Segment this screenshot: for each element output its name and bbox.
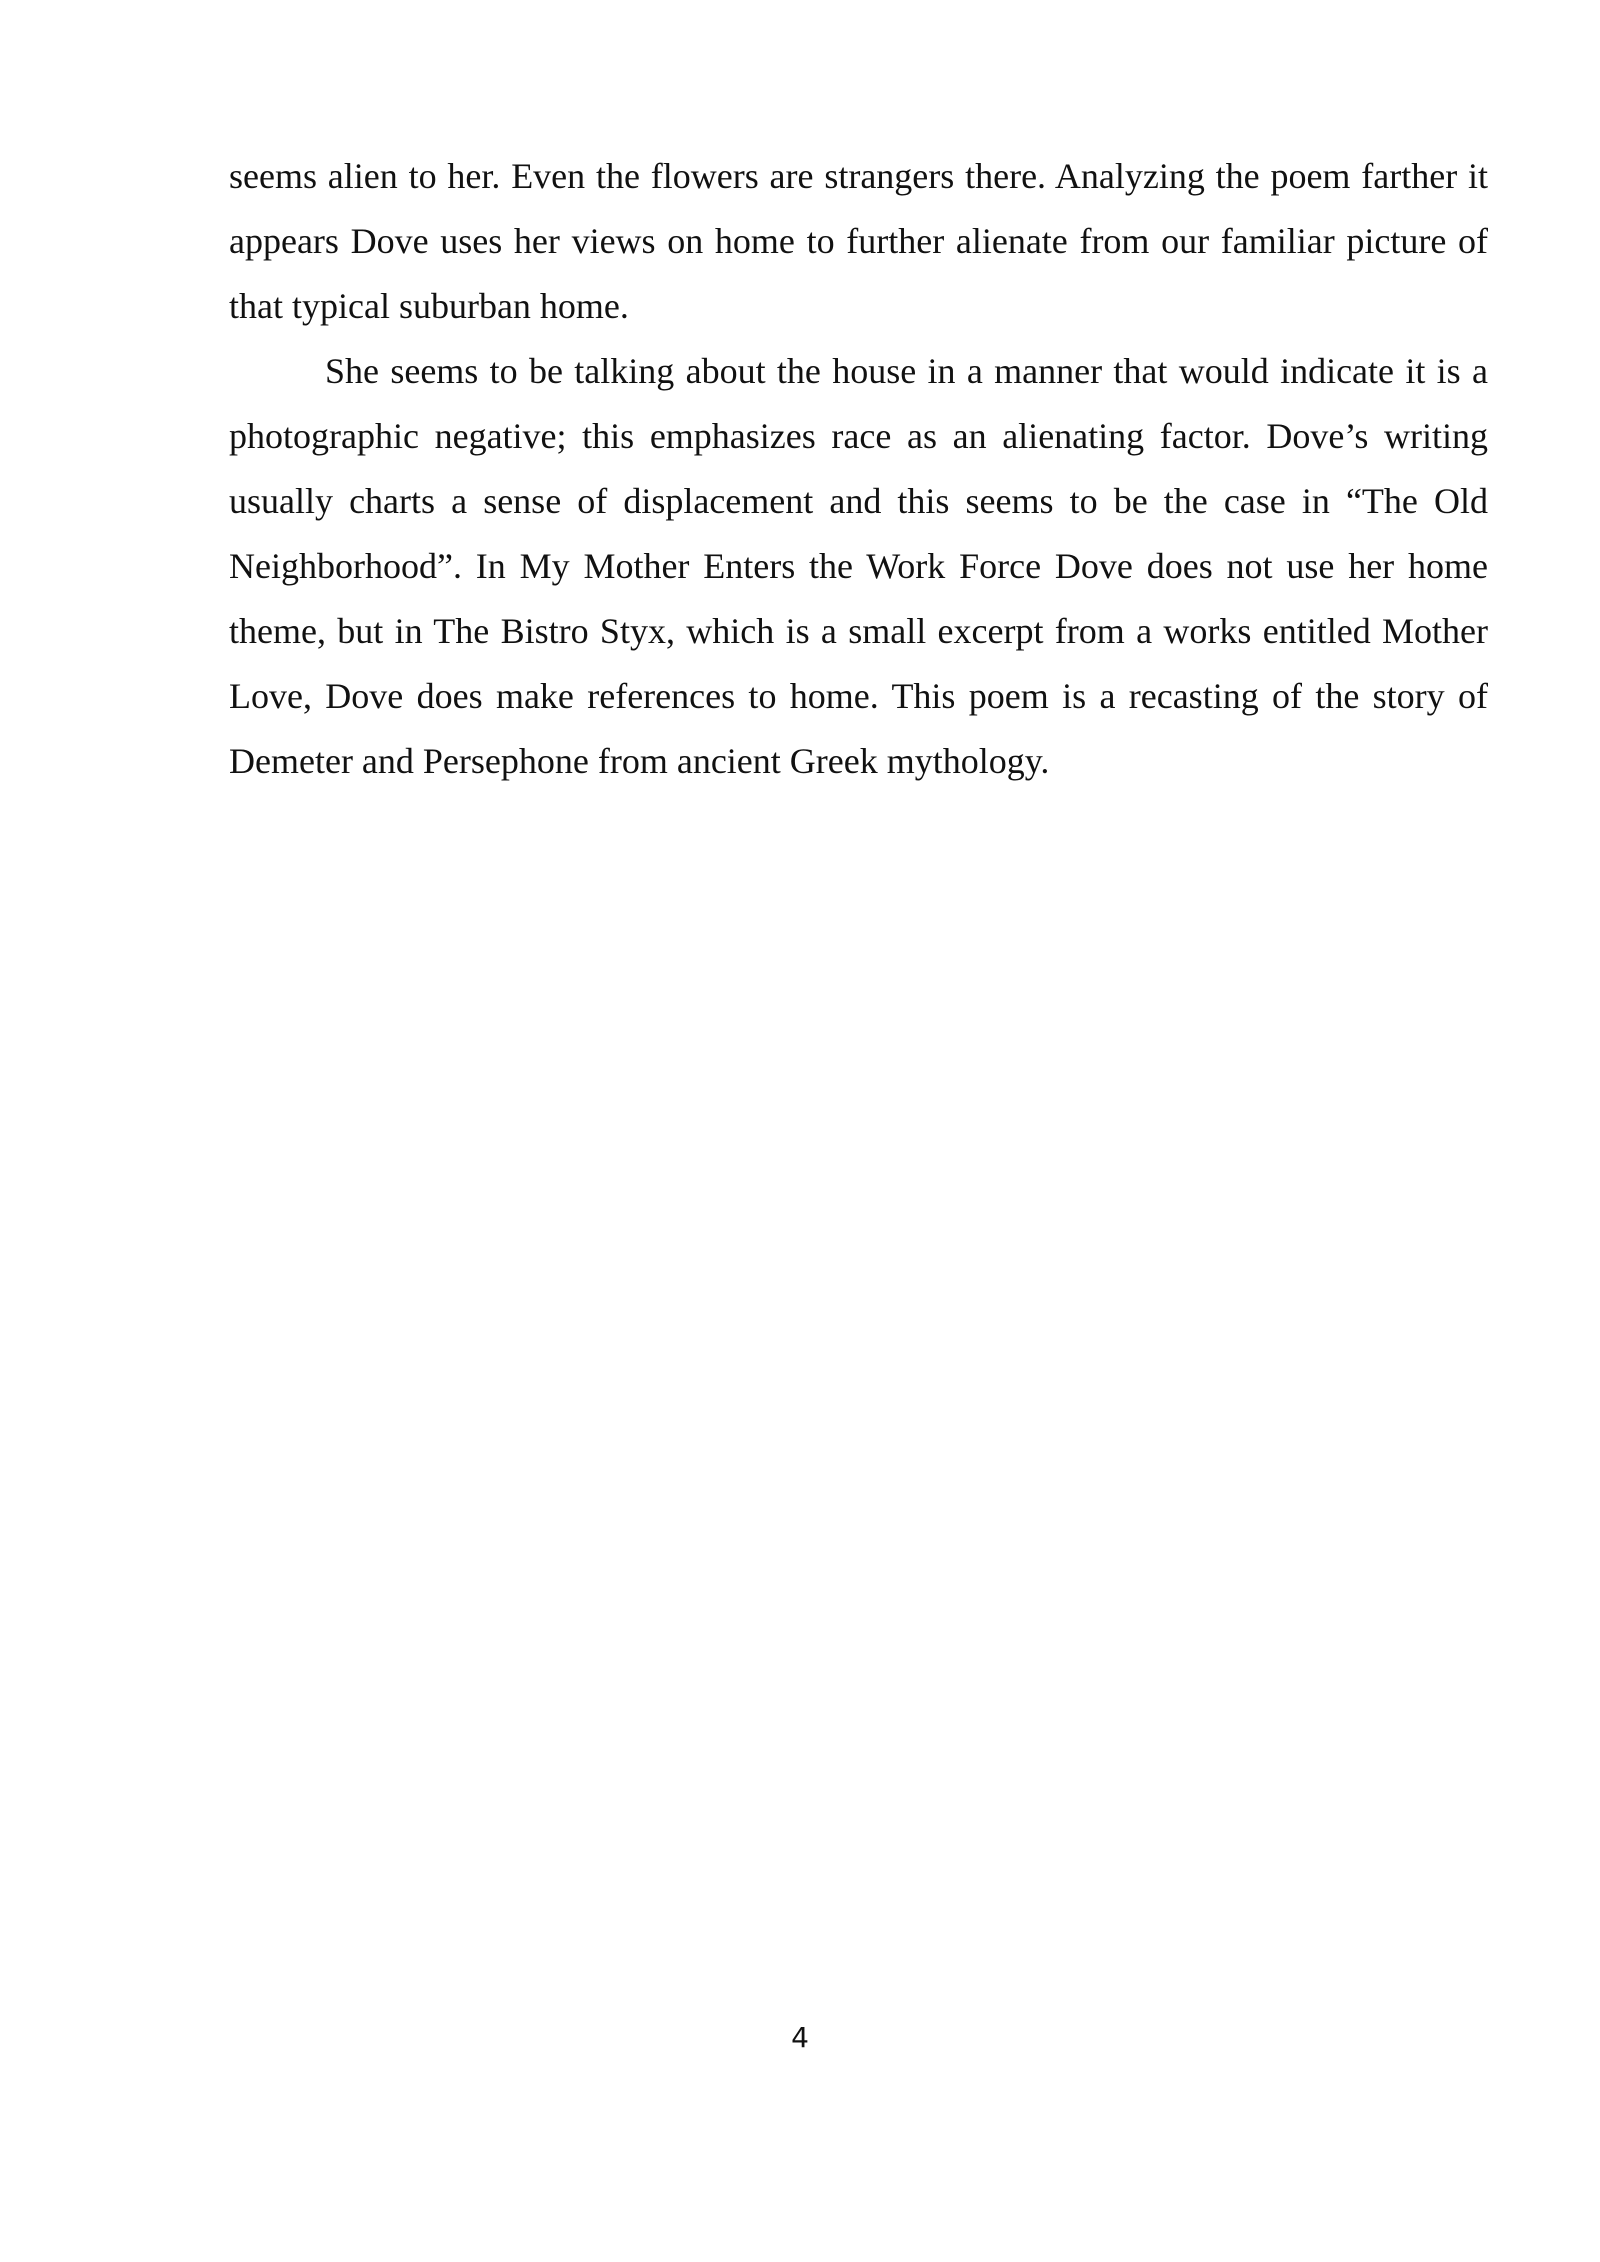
paragraph-displacement: She seems to be talking about the house in a manner that would indicate it is a photographic negative; this emphasizes race as an alienating factor. Dove’s writing usually charts a sense of displacement and this seems to be the case in “The Old Neighborhood”. In My Mother Enters the Work Force Dove does not use her home theme, but in The Bistro Styx, which is a small excerpt from a works entitled Mother Love, Dove does make references to home. This poem is a recasting of the story of Demeter and Persephone from ancient Greek mythology. bbox=[229, 351, 1488, 781]
body-text bbox=[229, 144, 1488, 794]
paragraph-continuation: seems alien to her. Even the flowers are strangers there. Analyzing the poem farther it appears Dove uses her views on home to further alienate from our familiar picture of that typical suburban home. bbox=[229, 156, 1488, 326]
page-number: 4 bbox=[791, 2021, 809, 2054]
